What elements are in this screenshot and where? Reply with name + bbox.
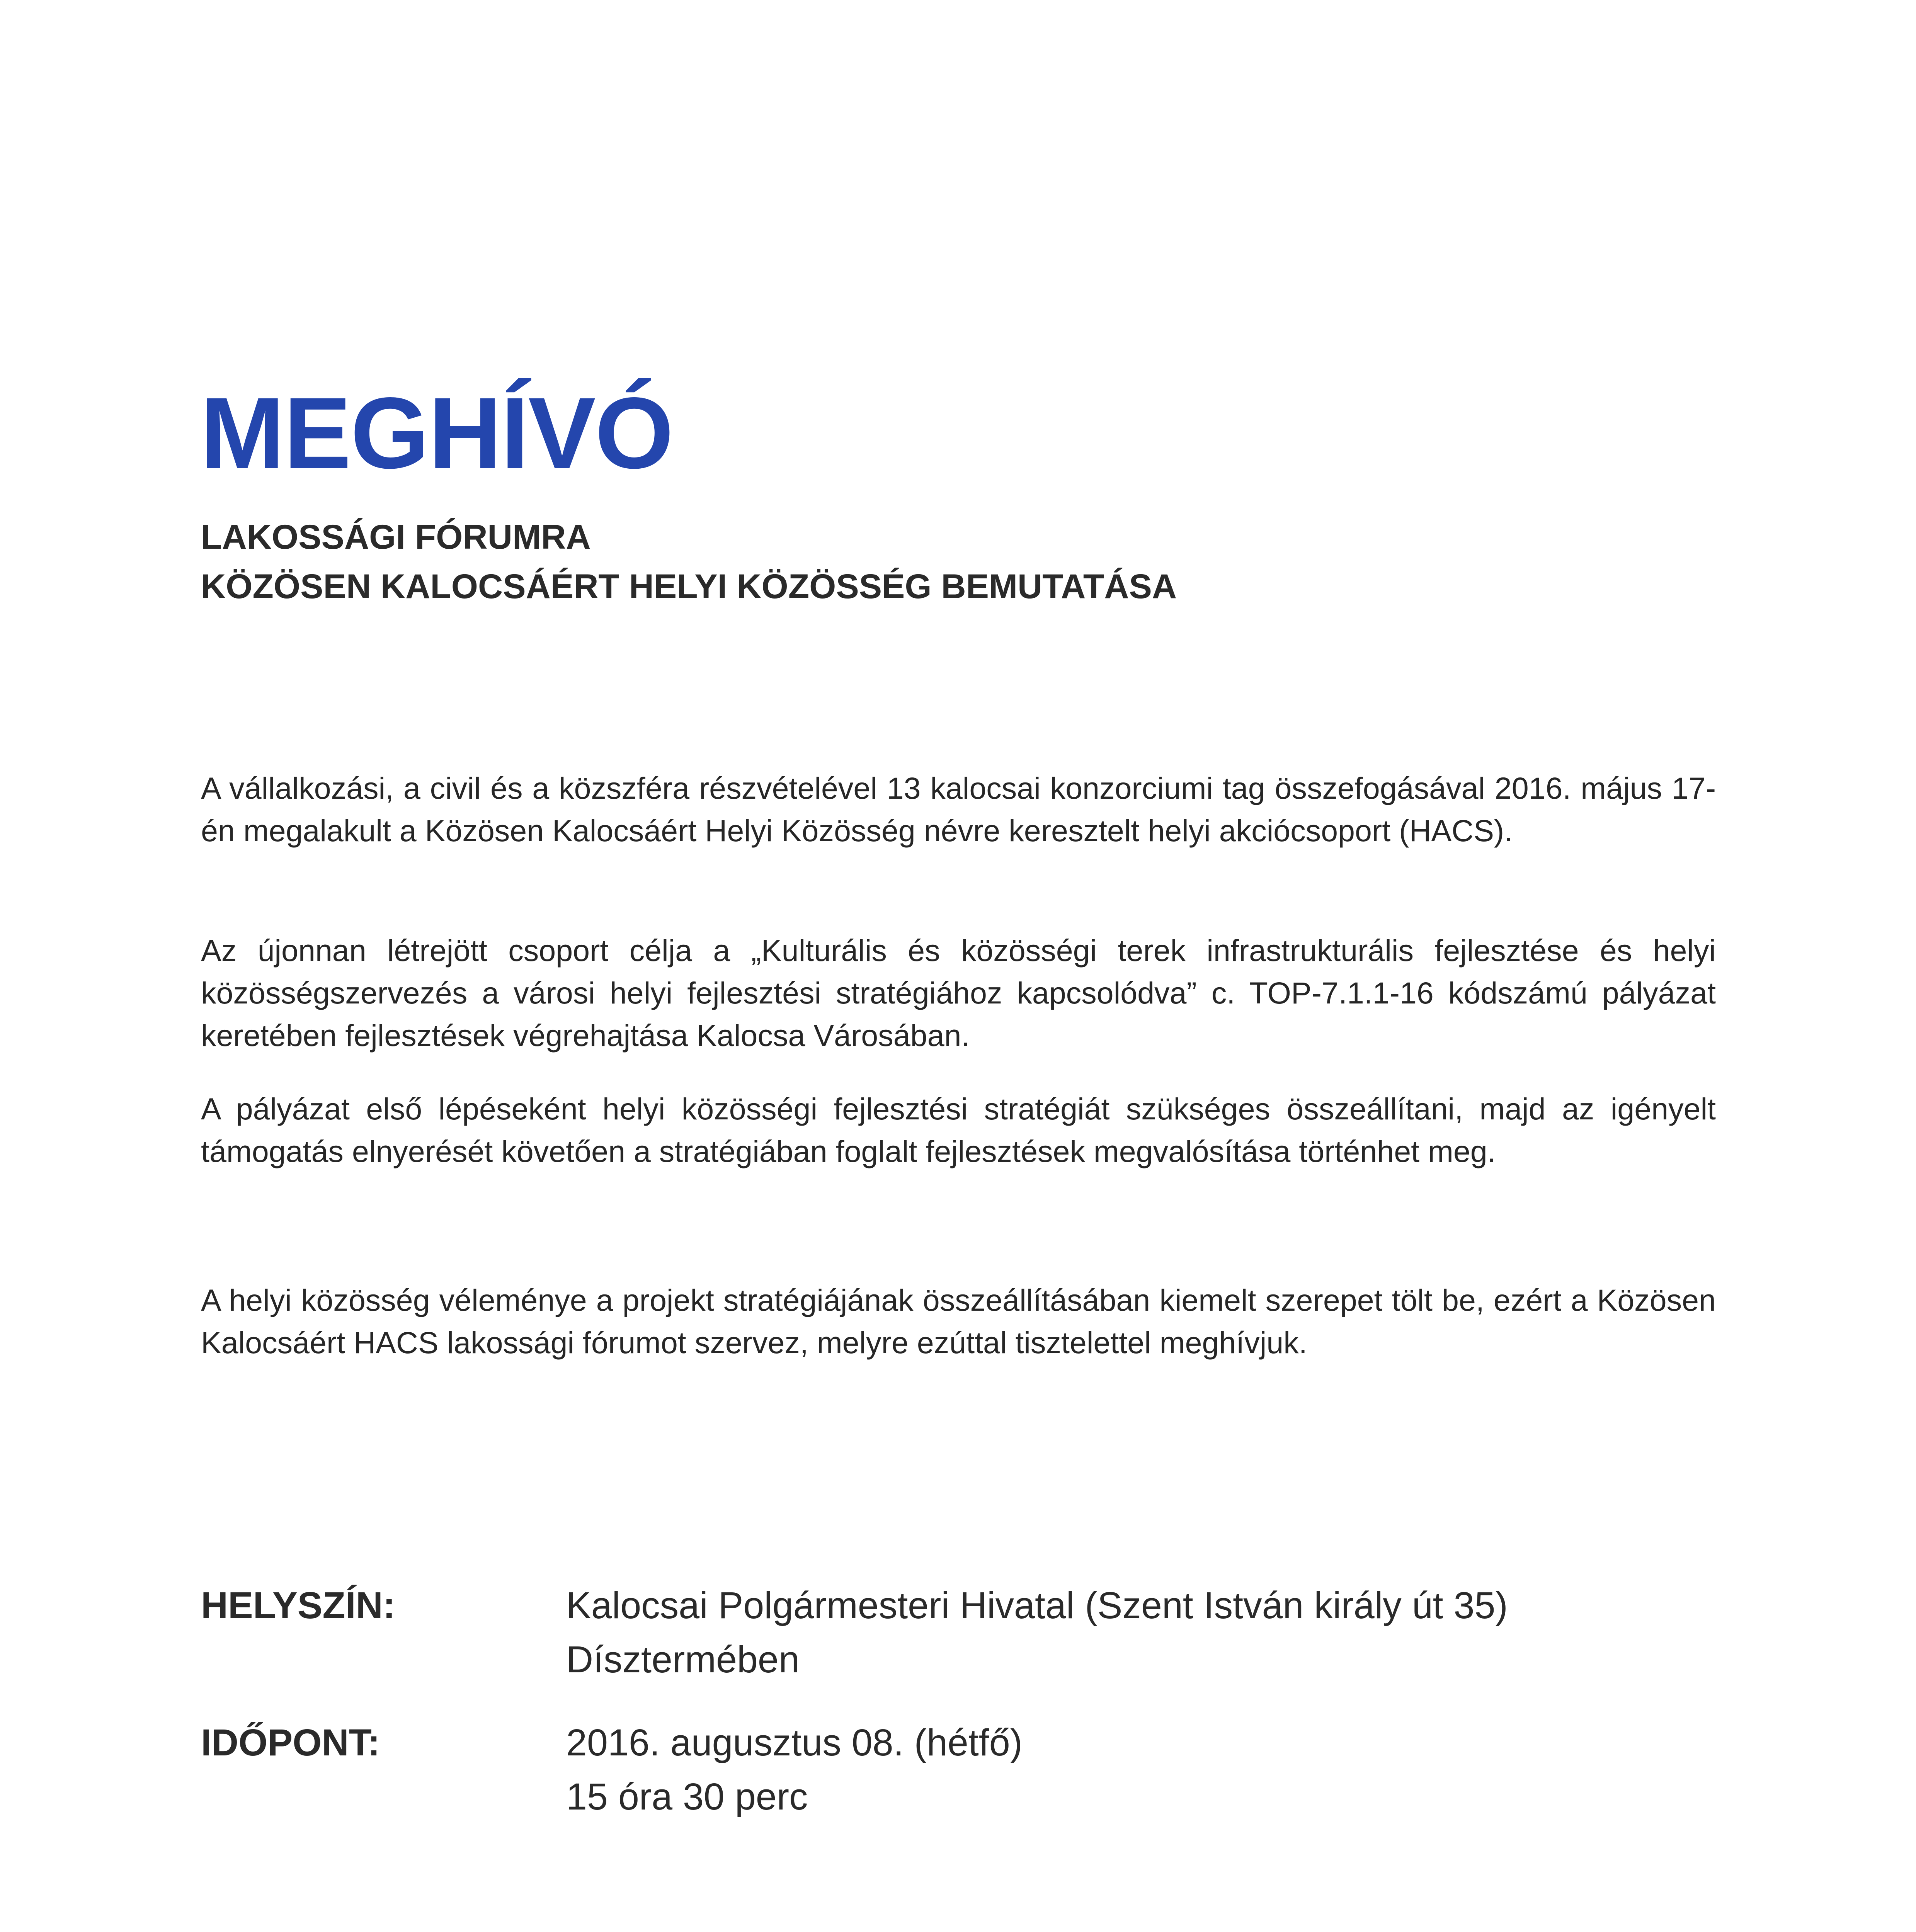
subtitle-line-2: KÖZÖSEN KALOCSÁÉRT HELYI KÖZÖSSÉG BEMUTATÁSA — [201, 567, 1177, 605]
paragraph-first-step: A pályázat első lépéseként helyi közösségi fejlesztési stratégiát szükséges összeállítani, majd az igényelt támogatás elnyerését követően a stratégiában foglalt fejlesztések megvalósítása történhet meg. — [201, 1092, 1716, 1168]
paragraph-invitation: A helyi közösség véleménye a projekt stratégiájának összeállításában kiemelt szerepet tölt be, ezért a Közösen Kalocsáért HACS lakossági fórumot szervez, melyre ezúttal tisztelettel meghívjuk. — [201, 1283, 1716, 1360]
location-line-2: Dísztermében — [566, 1638, 800, 1680]
time-label: IDŐPONT: — [201, 1721, 380, 1764]
paragraph-founding: A vállalkozási, a civil és a közszféra részvételével 13 kalocsai konzorciumi tag összefogásával 2016. május 17-én megalakult a Közösen Kalocsáért Helyi Közösség névre keresztelt helyi akciócsoport (HACS). — [201, 771, 1716, 848]
location-label: HELYSZÍN: — [201, 1584, 396, 1626]
subtitle-line-1: LAKOSSÁGI FÓRUMRA — [201, 517, 591, 556]
paragraph-goal: Az újonnan létrejött csoport célja a „Kulturális és közösségi terek infrastrukturális fejlesztése és helyi közösségszervezés a városi helyi fejlesztési stratégiához kapcsolódva” c. TOP-7.1.1-16 kódszámú pályázat keretében fejlesztések végrehajtása Kalocsa Városában. — [201, 933, 1716, 1053]
location-line-1: Kalocsai Polgármesteri Hivatal (Szent István király út 35) — [566, 1584, 1508, 1626]
time-line-2: 15 óra 30 perc — [566, 1776, 808, 1818]
page-title: MEGHÍVÓ — [200, 376, 673, 490]
time-line-1: 2016. augusztus 08. (hétfő) — [566, 1721, 1023, 1764]
